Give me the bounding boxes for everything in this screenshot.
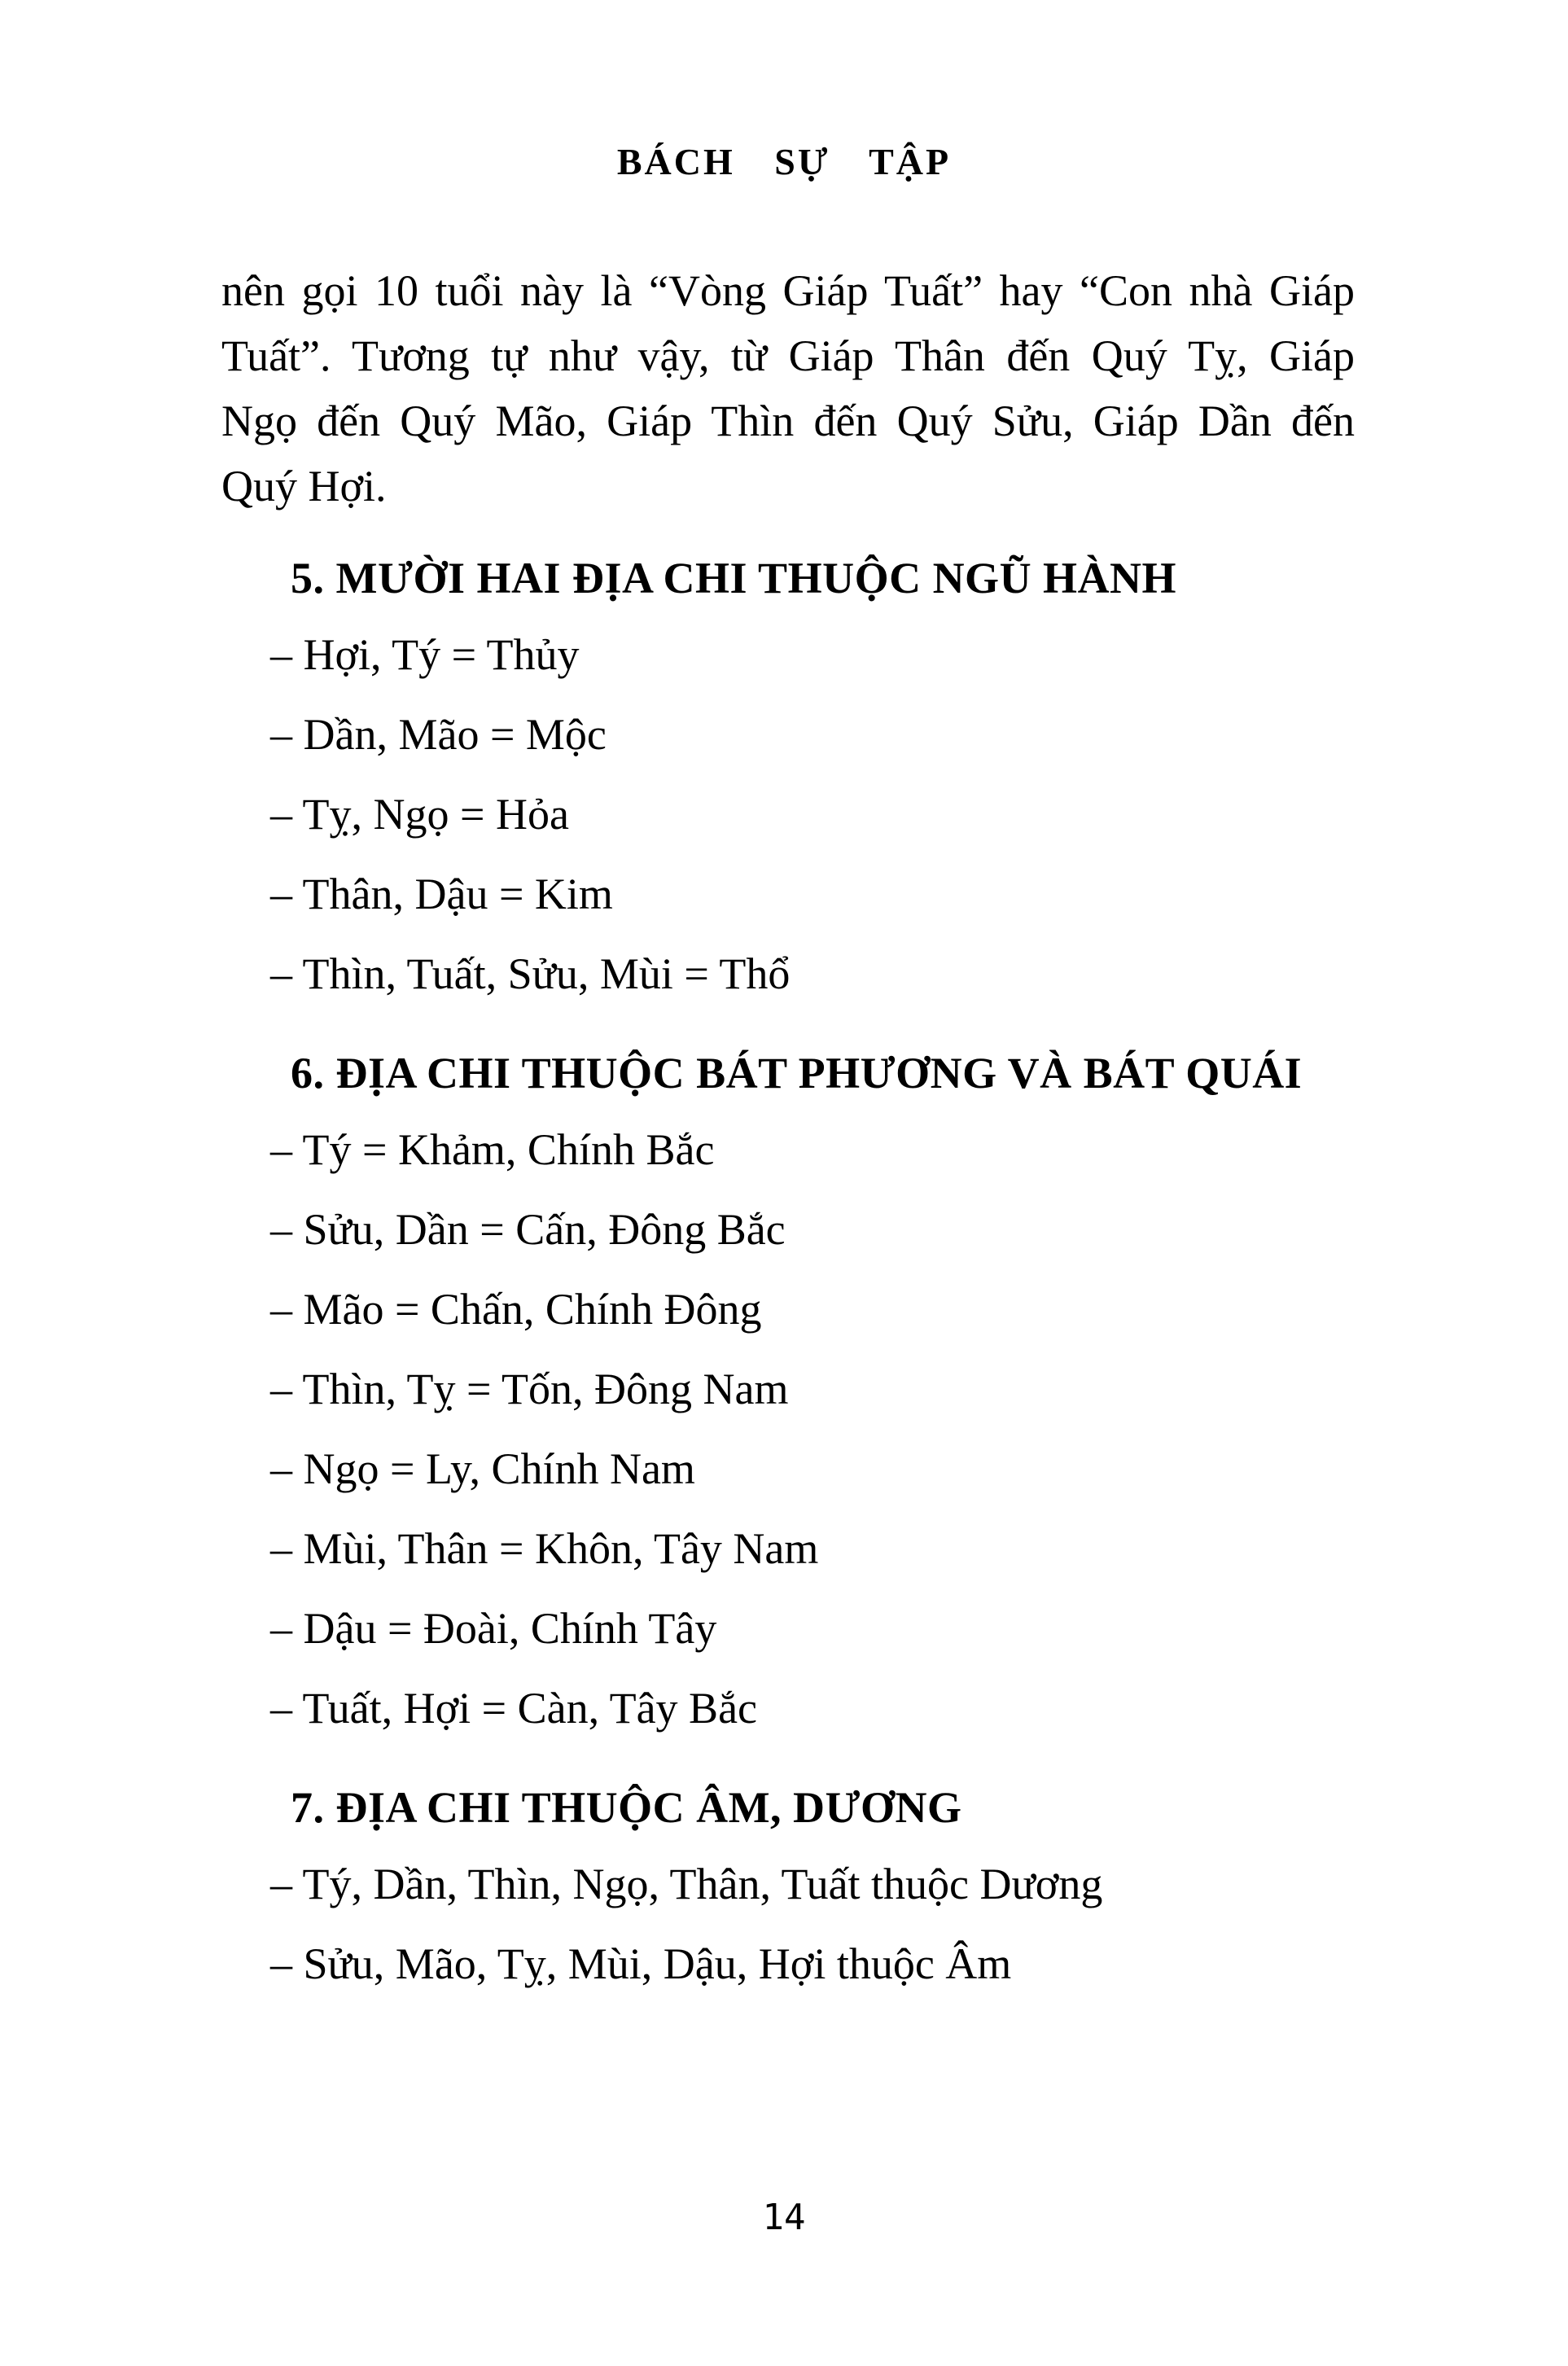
section-5-nguhanh [221,553,1355,1014]
section-item-list [270,1110,1355,1748]
paragraph-line: Tuất”. Tương tự như vậy, từ Giáp Thân đến Quý Tỵ, Giáp [221,331,1355,380]
list-item: – Thân, Dậu = Kim [270,870,613,918]
page-content [221,258,1355,2004]
list-item: – Thìn, Tỵ = Tốn, Đông Nam [270,1365,789,1413]
list-item: – Tý = Khảm, Chính Bắc [270,1125,715,1174]
section-7-am-duong [221,1782,1355,2004]
page-number: 14 [762,2197,806,2238]
list-item: – Dậu = Đoài, Chính Tây [270,1604,717,1653]
list-item: – Hợi, Tý = Thủy [270,630,580,679]
list-item: – Ngọ = Ly, Chính Nam [270,1444,695,1493]
list-item: – Mão = Chấn, Chính Đông [270,1285,762,1334]
paragraph-line: Ngọ đến Quý Mão, Giáp Thìn đến Quý Sửu, Giáp Dần đến [221,397,1355,445]
list-item: – Mùi, Thân = Khôn, Tây Nam [270,1524,819,1573]
list-item: – Tuất, Hợi = Càn, Tây Bắc [270,1684,758,1733]
list-item: – Tỵ, Ngọ = Hỏa [270,790,569,839]
list-item: – Tý, Dần, Thìn, Ngọ, Thân, Tuất thuộc Dương [270,1860,1103,1908]
section-heading: 7. ĐỊA CHI THUỘC ÂM, DƯƠNG [291,1783,962,1832]
section-heading: 6. ĐỊA CHI THUỘC BÁT PHƯƠNG VÀ BÁT QUÁI [291,1049,1303,1098]
list-item: – Sửu, Dần = Cấn, Đông Bắc [270,1205,786,1254]
paragraph-line: Quý Hợi. [221,462,387,510]
section-6-batphuong-batquai [221,1048,1355,1748]
intro-paragraph [221,258,1355,519]
paragraph-line: nên gọi 10 tuổi này là “Vòng Giáp Tuất” hay “Con nhà Giáp [221,266,1355,315]
section-item-list [270,615,1355,1014]
list-item: – Sửu, Mão, Tỵ, Mùi, Dậu, Hợi thuộc Âm [270,1939,1012,1988]
running-header: BÁCH SỰ TẬP [616,141,952,182]
list-item: – Thìn, Tuất, Sửu, Mùi = Thổ [270,949,791,998]
section-heading: 5. MƯỜI HAI ĐỊA CHI THUỘC NGŨ HÀNH [291,554,1177,602]
section-item-list [270,1844,1355,2004]
list-item: – Dần, Mão = Mộc [270,710,607,759]
